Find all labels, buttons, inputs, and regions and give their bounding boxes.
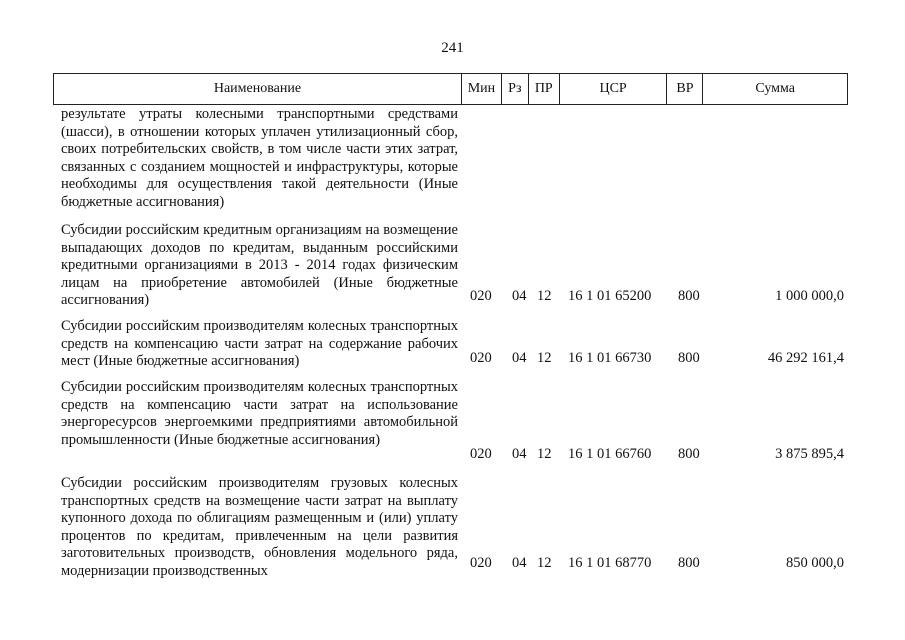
row-rz: 04 [512, 288, 527, 304]
row-vr: 800 [678, 288, 700, 304]
row-min: 020 [470, 446, 492, 462]
header-rz: Рз [502, 74, 529, 104]
row-min: 020 [470, 555, 492, 571]
row-rz: 04 [512, 446, 527, 462]
row-vr: 800 [678, 555, 700, 571]
row-csr: 16 1 01 68770 [568, 555, 652, 571]
row-pr: 12 [537, 555, 552, 571]
row-min: 020 [470, 350, 492, 366]
row-csr: 16 1 01 66760 [568, 446, 652, 462]
row-pr: 12 [537, 446, 552, 462]
row-rz: 04 [512, 350, 527, 366]
row-sum: 850 000,0 [786, 555, 844, 571]
row-description: Субсидии российским кредитным организациям на возмещение выпадающих доходов по кредитам, выданным российскими кредитными организациями в 2013 - 2014 годах физическим лицам на приобретение автомобилей (Иные бюджетные ассигнования) [61, 222, 458, 309]
header-vr: ВР [667, 74, 703, 104]
row-sum: 3 875 895,4 [775, 446, 844, 462]
row-sum: 1 000 000,0 [775, 288, 844, 304]
page-number: 241 [441, 40, 464, 56]
header-min: Мин [462, 74, 502, 104]
header-pr: ПР [529, 74, 560, 104]
header-sum: Сумма [755, 81, 796, 96]
row-csr: 16 1 01 65200 [568, 288, 652, 304]
row-sum: 46 292 161,4 [767, 350, 844, 366]
row-pr: 12 [537, 288, 552, 304]
row-pr: 12 [537, 350, 552, 366]
table-header [53, 73, 848, 105]
row-description: Субсидии российским производителям колесных транспортных средств на компенсацию части затрат на использование энергоресурсов энергоемкими предприятиями автомобильной промышленности (Иные бюджетные ассигнования) [61, 379, 458, 448]
row-vr: 800 [678, 350, 700, 366]
row-description: Субсидии российским производителям колесных транспортных средств на компенсацию части затрат на содержание рабочих мест (Иные бюджетные ассигнования) [61, 318, 458, 370]
header-name: Наименование [54, 74, 462, 104]
header-csr: ЦСР [560, 74, 668, 104]
row-rz: 04 [512, 555, 527, 571]
row-min: 020 [470, 288, 492, 304]
row-vr: 800 [678, 446, 700, 462]
row-csr: 16 1 01 66730 [568, 350, 652, 366]
row-description: Субсидии российским производителям грузовых колесных транспортных средств на возмещение части затрат на выплату купонного дохода по облигациям размещенным и (или) уплату процентов по кредитам, привлеченным на цели развития заготовительных производств, обновления модельного ряда, модернизации производственных [61, 475, 458, 579]
row-description: результате утраты колесными транспортными средствами (шасси), в отношении которых уплачен утилизационный сбор, своих потребительских свойств, в том числе части этих затрат, связанных с созданием мощностей и инфраструктуры, которые необходимы для осуществления такой деятельности (Иные бюджетные ассигнования) [61, 106, 458, 210]
